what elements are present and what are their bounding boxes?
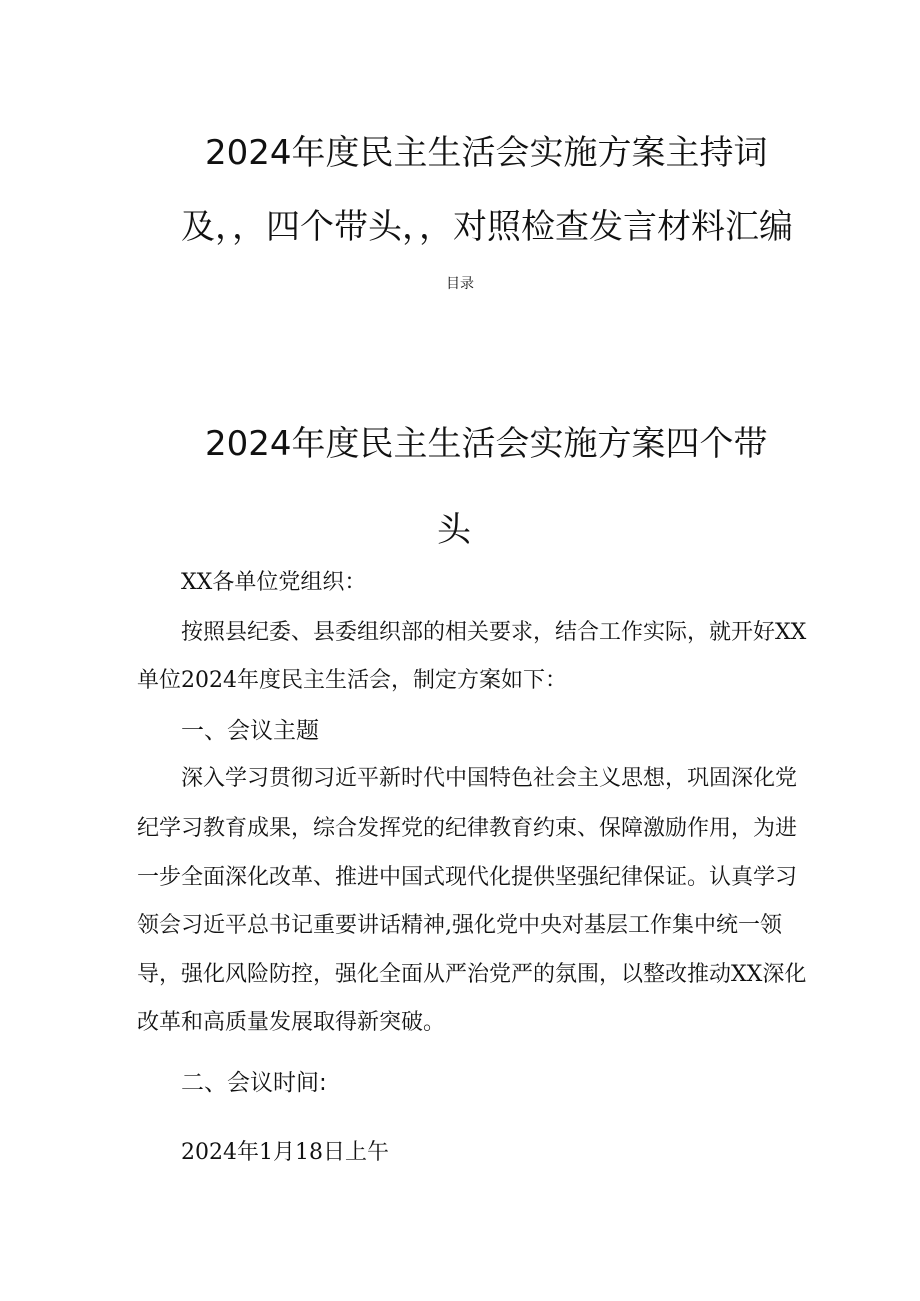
meeting-time-value: 2024年1月18日上午 [181,1140,389,1165]
document-title-line-2: 及，，四个带头，，对照检查发言材料汇编 [181,207,793,247]
table-of-contents-label: 目录 [446,276,474,292]
heading-meeting-theme: 一、会议主题 [181,718,319,744]
salutation: XX各单位党组织： [181,570,367,595]
intro-line-1: 按照县纪委、县委组织部的相关要求，结合工作实际，就开好XX [181,620,807,645]
section-title-line-1: 2024年度民主生活会实施方案四个带 [205,424,768,464]
theme-line-5: 导，强化风险防控，强化全面从严治党严的氛围，以整改推动XX深化 [137,962,807,987]
theme-line-1: 深入学习贯彻习近平新时代中国特色社会主义思想，巩固深化党 [181,766,798,791]
theme-line-4: 领会习近平总书记重要讲话精神,强化党中央对基层工作集中统一领 [137,913,782,938]
theme-line-2: 纪学习教育成果，综合发挥党的纪律教育约束、保障激励作用，为进 [137,816,798,841]
document-title-line-1: 2024年度民主生活会实施方案主持词 [205,133,768,173]
theme-line-3: 一步全面深化改革、推进中国式现代化提供坚强纪律保证。认真学习 [137,865,798,890]
heading-meeting-time: 二、会议时间: [181,1070,327,1096]
section-title-line-2: 头 [437,510,471,550]
intro-line-2: 单位2024年度民主生活会，制定方案如下： [137,668,567,693]
theme-line-6: 改革和高质量发展取得新突破。 [137,1010,446,1035]
